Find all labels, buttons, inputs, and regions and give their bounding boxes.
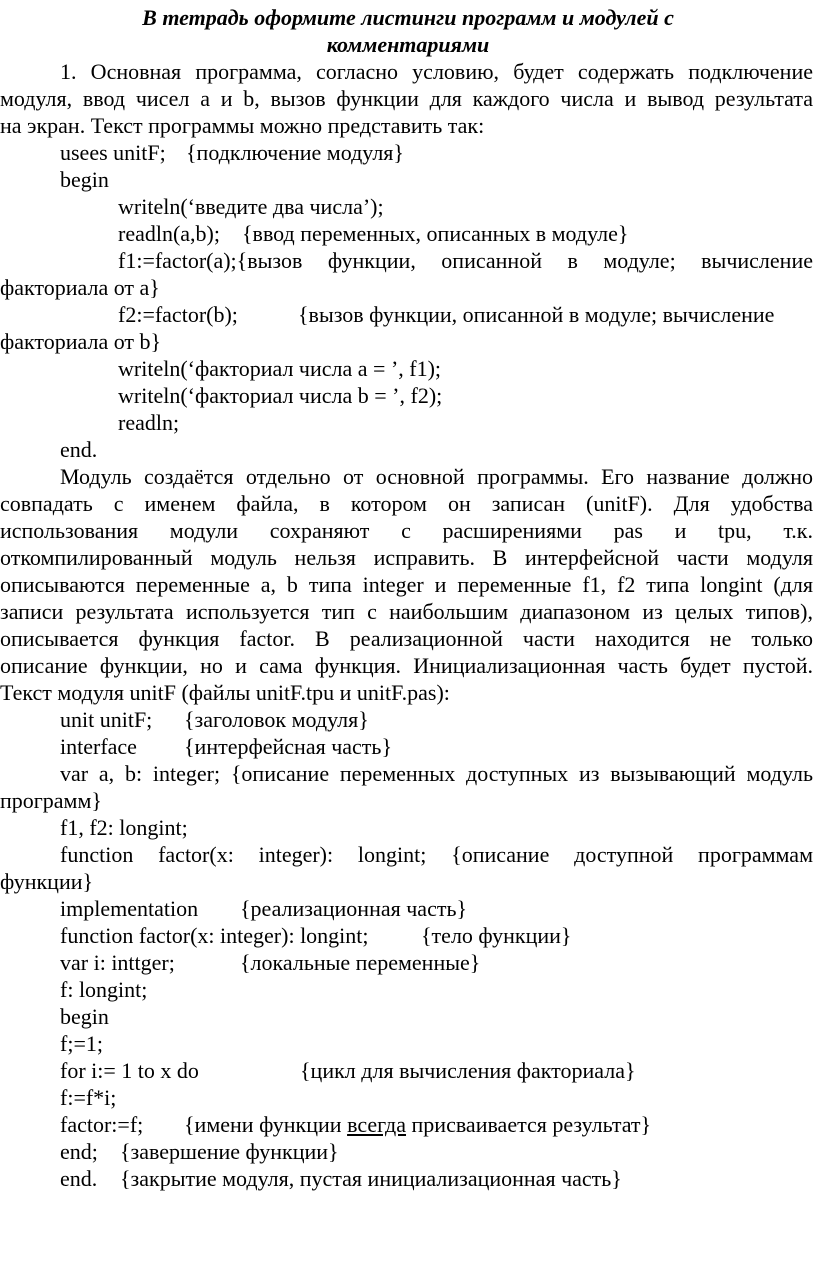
code-text: implementation [60,896,199,921]
module-end-module-line [60,1165,700,1192]
intro-line-3: на экран. Текст программы можно представить так: [0,113,485,138]
comment-text: {интерфейсная часть} [184,734,393,759]
program-begin: begin [60,167,109,192]
module-end-func-line [60,1138,460,1165]
comment-text: {ввод переменных, описанных в модуле} [242,221,629,246]
intro-line-2: модуля, ввод чисел a и b, вызов функции для каждого числа и вывод результата [0,86,813,111]
module-var-line: var a, b: integer; {описание переменных доступных из вызывающий модуль [60,761,813,786]
comment-text: {тело функции} [421,923,572,948]
title-line-1: В тетрадь оформите листинги программ и модулей с [142,5,674,30]
module-implementation-line [60,895,560,922]
comment-text: {цикл для вычисления факториала} [300,1058,636,1083]
code-text: readln(a,b); [118,221,220,246]
comment-text: {закрытие модуля, пустая инициализационная часть} [120,1166,622,1191]
program-uses-line [60,139,460,166]
code-text: factor:=f; [60,1112,144,1137]
program-end: end. [60,437,98,462]
code-text: function factor(x: integer): longint; [60,923,369,948]
code-text: interface [60,734,137,759]
program-f1-cont: факториала от a} [0,275,160,300]
module-func-decl: function factor(x: integer): longint; {описание доступной программам [60,842,813,867]
module-f-mult: f:=f*i; [60,1085,117,1110]
module-text-line-9: Текст модуля unitF (файлы unitF.tpu и unitF.pas): [0,680,450,705]
program-readln-ab [118,220,718,247]
comment-text: {завершение функции} [120,1139,339,1164]
comment-text: {локальные переменные} [240,950,481,975]
module-factor-assign-line [60,1111,700,1138]
module-var-cont: программ} [0,788,102,813]
program-writeln-b: writeln(‘факториал числа b = ’, f2); [118,383,443,408]
code-text: usees unitF; [60,140,166,165]
comment-pre: {имени функции [184,1112,348,1137]
module-text-line-7: описывается функция factor. В реализационной части находится не только [0,626,813,651]
program-writeln-prompt: writeln(‘введите два числа’); [118,194,384,219]
module-func-impl-line [60,922,620,949]
underlined-word: всегда [347,1112,407,1137]
program-writeln-a: writeln(‘факториал числа a = ’, f1); [118,356,442,381]
program-f2-line [118,301,813,328]
module-text-line-1: Модуль создаётся отдельно от основной программы. Его название должно [60,464,813,489]
code-text: unit unitF; [60,707,153,732]
comment-text: {вызов функции, описанной в модуле; вычисление [298,302,775,327]
module-begin: begin [60,1004,109,1029]
comment-text: {подключение модуля} [186,140,404,165]
module-f-longint: f: longint; [60,977,148,1002]
module-text-line-2: совпадать с именем файла, в котором он записан (unitF). Для удобства [0,491,813,516]
comment-text: {реализационная часть} [240,896,468,921]
program-f1-line: f1:=factor(a);{вызов функции, описанной в модуле; вычисление [118,248,813,273]
module-text-line-8: описание функции, но и сама функция. Инициализационная часть будет пустой. [0,653,813,678]
title-line-2: комментариями [326,32,490,57]
code-text: for i:= 1 to x do [60,1058,199,1083]
module-text-line-4: откомпилированный модуль нельзя исправить. В интерфейсной части модуля [0,545,813,570]
program-readln: readln; [118,410,180,435]
module-var-i-line [60,949,560,976]
module-interface-line [60,733,460,760]
module-text-line-3: использования модули сохраняют с расширениями pas и tpu, т.к. [0,518,813,543]
code-text: end; [60,1139,98,1164]
code-text: end. [60,1166,98,1191]
comment-post: присваивается результат} [406,1112,652,1137]
module-f-vars: f1, f2: longint; [60,815,188,840]
program-f2-cont: факториала от b} [0,329,162,354]
code-text: f2:=factor(b); [118,302,238,327]
module-func-decl-cont: функции} [0,869,94,894]
module-text-line-6: записи результата используется тип с наибольшим диапазоном из целых типов), [0,599,813,624]
module-unit-line [60,706,460,733]
code-text: var i: inttger; [60,950,175,975]
module-for-line [60,1057,700,1084]
comment-text [184,1111,651,1138]
module-text-line-5: описываются переменные a, b типа integer и переменные f1, f2 типа longint (для [0,572,813,597]
comment-text: {заголовок модуля} [184,707,369,732]
intro-line-1: 1. Основная программа, согласно условию, будет содержать подключение [60,59,813,84]
module-f-init: f;=1; [60,1031,103,1056]
